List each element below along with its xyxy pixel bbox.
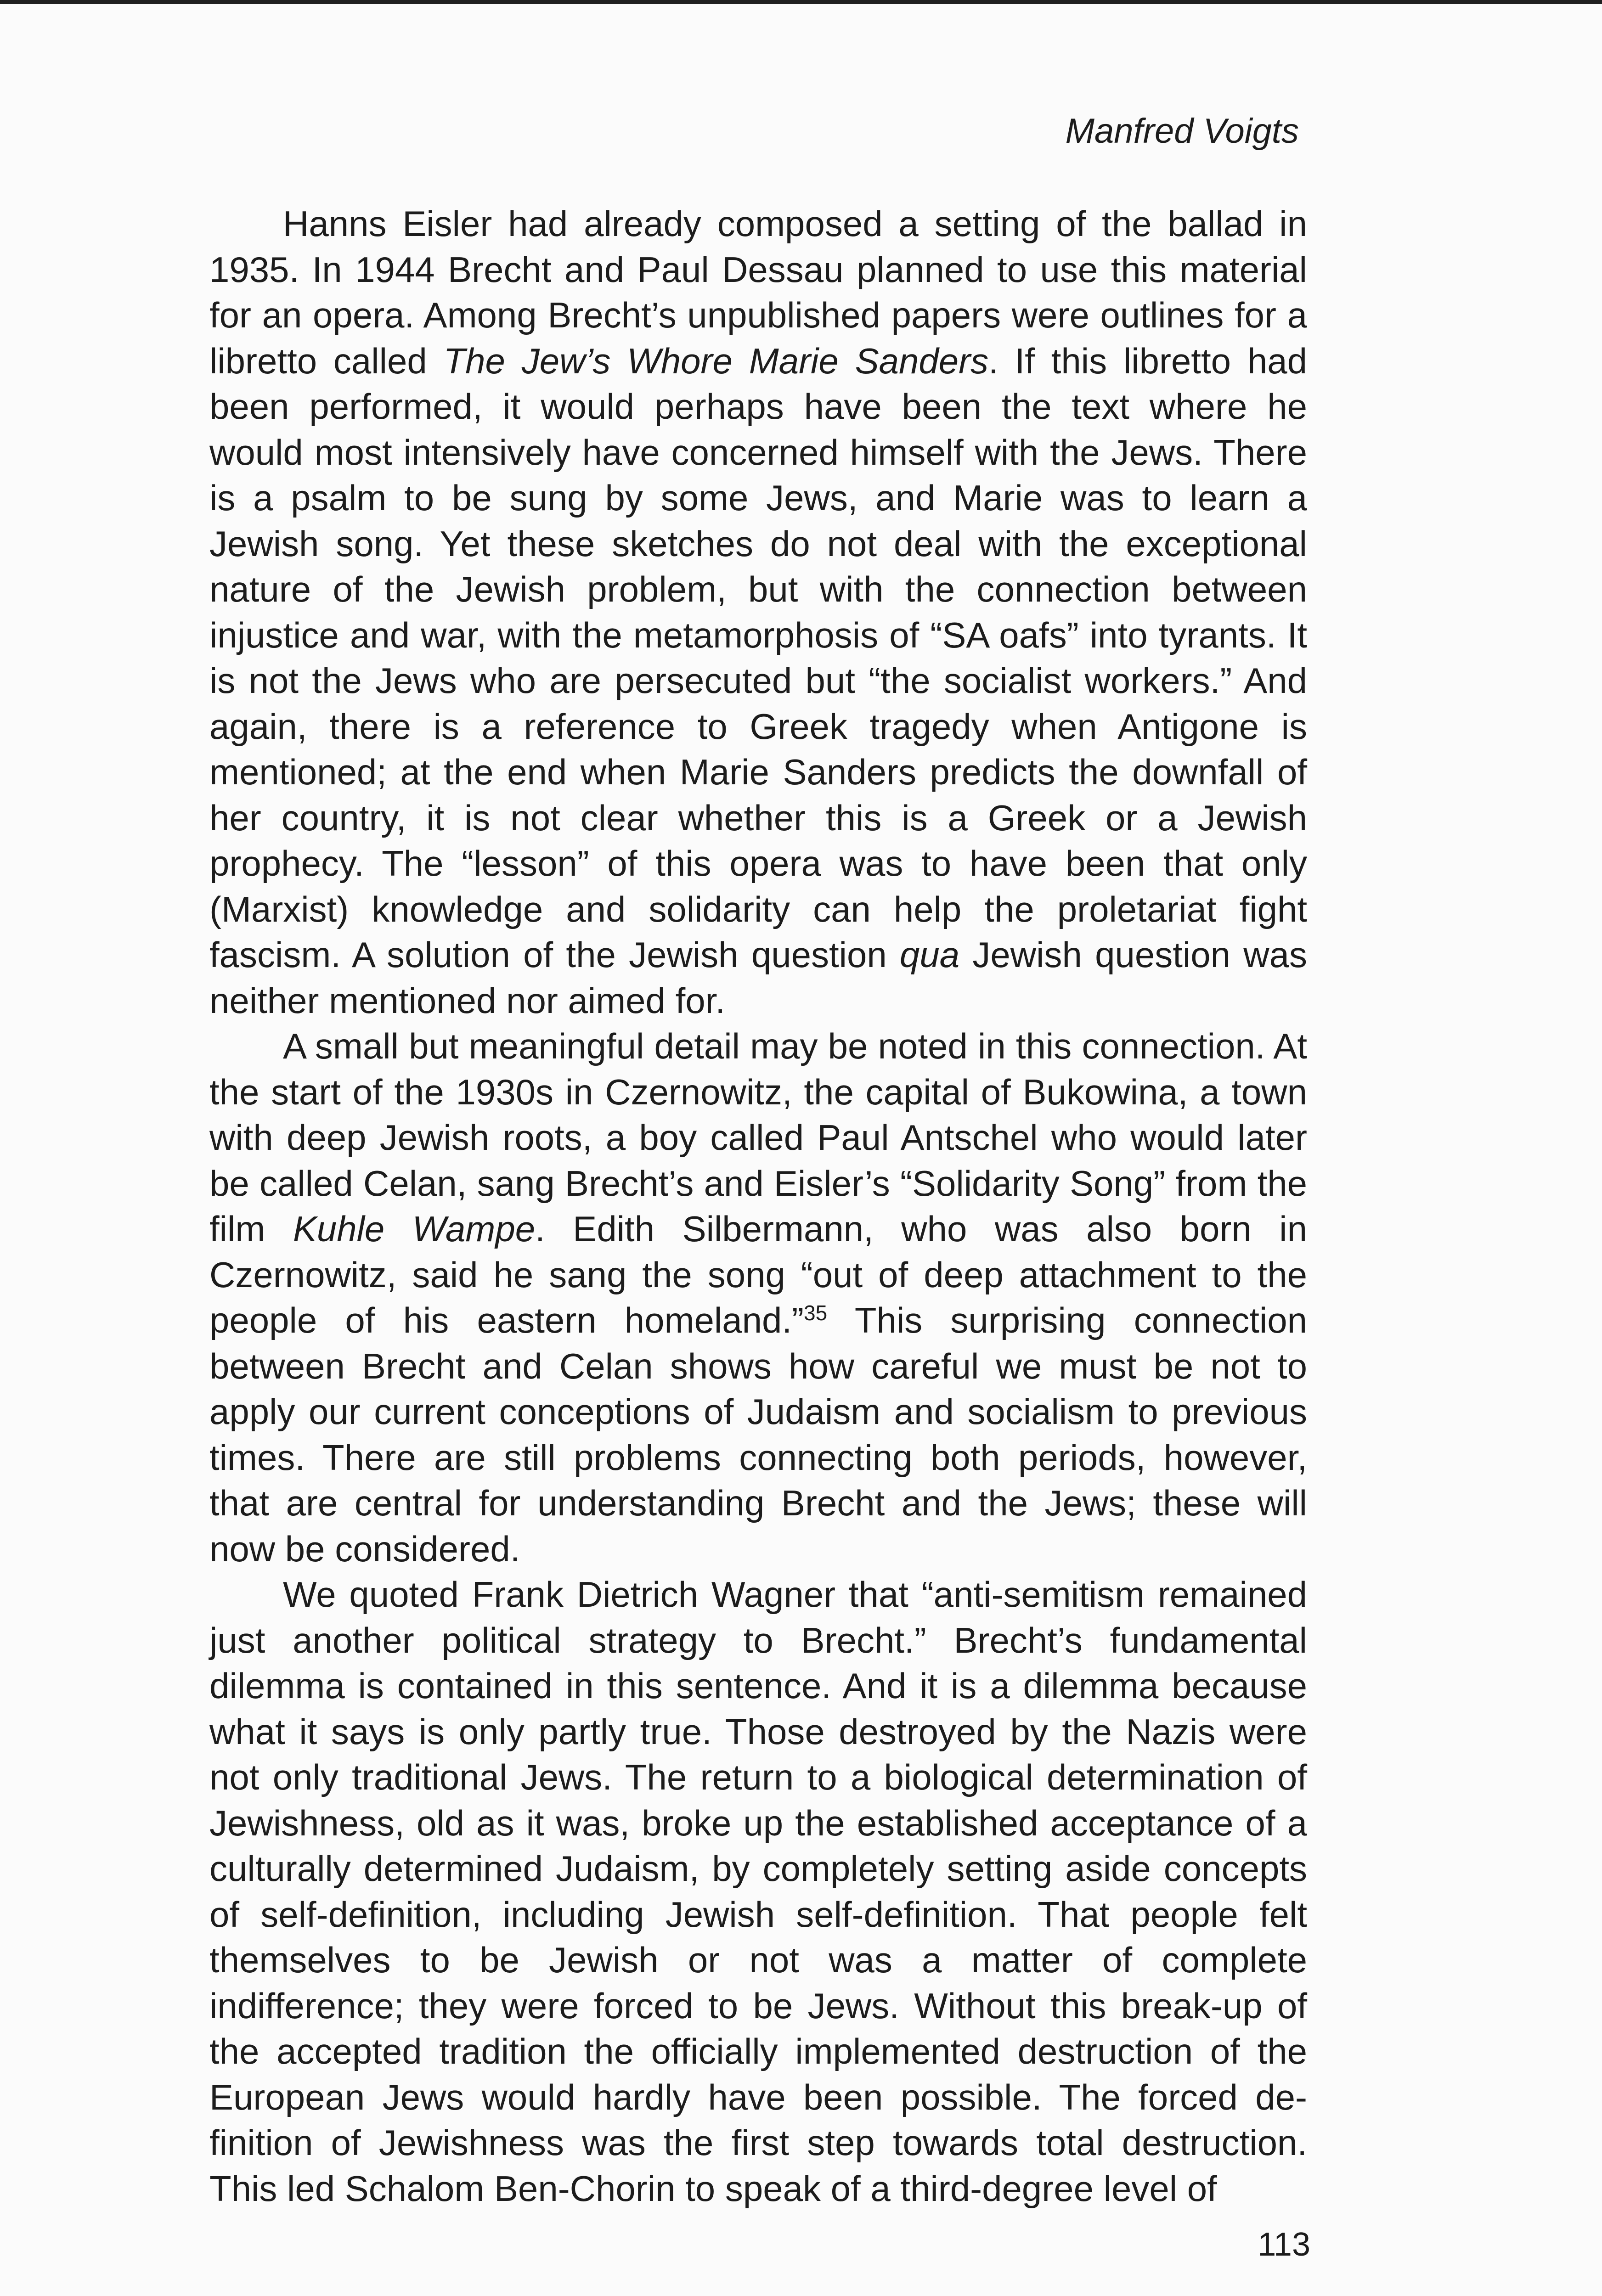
paragraph-3 <box>209 1572 1307 2212</box>
paragraph-1-text-b: . If this libretto had been performed, it would perhaps have been the text where he would most intensively have concerned himself with the Jews. There is a psalm to be sung by some Jews, and Marie was to learn a Jewish song. Yet these sketches do not deal with the exceptional nature of the Jewish problem, but with the connection between injustice and war, with the metamorphosis of “SA oafs” into tyrants. It is not the Jews who are persecuted but “the socialist workers.” And again, there is a reference to Greek tragedy when Antigone is mentioned; at the end when Marie Sanders predicts the downfall of her country, it is not clear whether this is a Greek or a Jewish prophecy. The “lesson” of this opera was to have been that only (Marxist) knowledge and solidarity can help the proletariat fight fascism. A solution of the Jewish question <box>209 340 1307 975</box>
paragraph-1 <box>209 201 1307 1024</box>
paragraph-1-title: The Jew’s Whore Marie Sanders <box>443 340 989 381</box>
paragraph-2-text-b: . Edith Silbermann, who was also born in Czernowitz, said he sang the song “out of deep attachment to the people of his eastern homeland.” <box>209 1209 1307 1340</box>
page-number: 113 <box>1258 2226 1310 2263</box>
running-head-author: Manfred Voigts <box>1065 112 1299 151</box>
paragraph-1-italic-word: qua <box>900 934 960 975</box>
paragraph-2-text-a: A small but meaningful detail may be noted in this connection. At the start of the 1930s in Czernowitz, the capital of Bukowina, a town with deep Jewish roots, a boy called Paul Antschel who would later be called Celan, sang Brecht’s and Eisler’s “Solidarity Song” from the film <box>209 1026 1307 1249</box>
paragraph-2-text-c: This surprising connection between Brecht and Celan shows how careful we must be not to apply our current conceptions of Judaism and socialism to previous times. There are still problems connecting both periods, however, that are central for understanding Brecht and the Jews; these will now be considered. <box>209 1300 1307 1569</box>
paragraph-1-text-a: Hanns Eisler had already composed a setting of the ballad in 1935. In 1944 Brecht and Paul Dessau planned to use this material for an opera. Among Brecht’s unpublished papers were outlines for a libretto called <box>209 203 1307 381</box>
footnote-marker: 35 <box>804 1301 828 1325</box>
paragraph-2 <box>209 1024 1307 1572</box>
body-text <box>209 201 1307 2212</box>
paragraph-1-text-c: Jewish question was neither mentioned nor aimed for. <box>209 934 1307 1021</box>
paragraph-3-text: We quoted Frank Dietrich Wagner that “anti-semitism remained just another political strategy to Brecht.” Brecht’s fundamental dilemma is contained in this sentence. And it is a dilemma because what it says is only partly true. Those destroyed by the Nazis were not only traditional Jews. The return to a biological determination of Jewishness, old as it was, broke up the established acceptance of a culturally determined Judaism, by completely setting aside concepts of self-definition, including Jewish self-definition. That people felt themselves to be Jewish or not was a matter of complete indifference; they were forced to be Jews. Without this break-up of the accepted tradition the officially implemented destruction of the European Jews would hardly have been possible. The forced definition of Jewishness was the first step towards total destruction. This led Schalom Ben-Chorin to speak of a third-degree level of <box>209 1574 1307 2209</box>
top-edge-rule <box>0 0 1602 4</box>
paragraph-2-film-title: Kuhle Wampe <box>293 1209 536 1249</box>
